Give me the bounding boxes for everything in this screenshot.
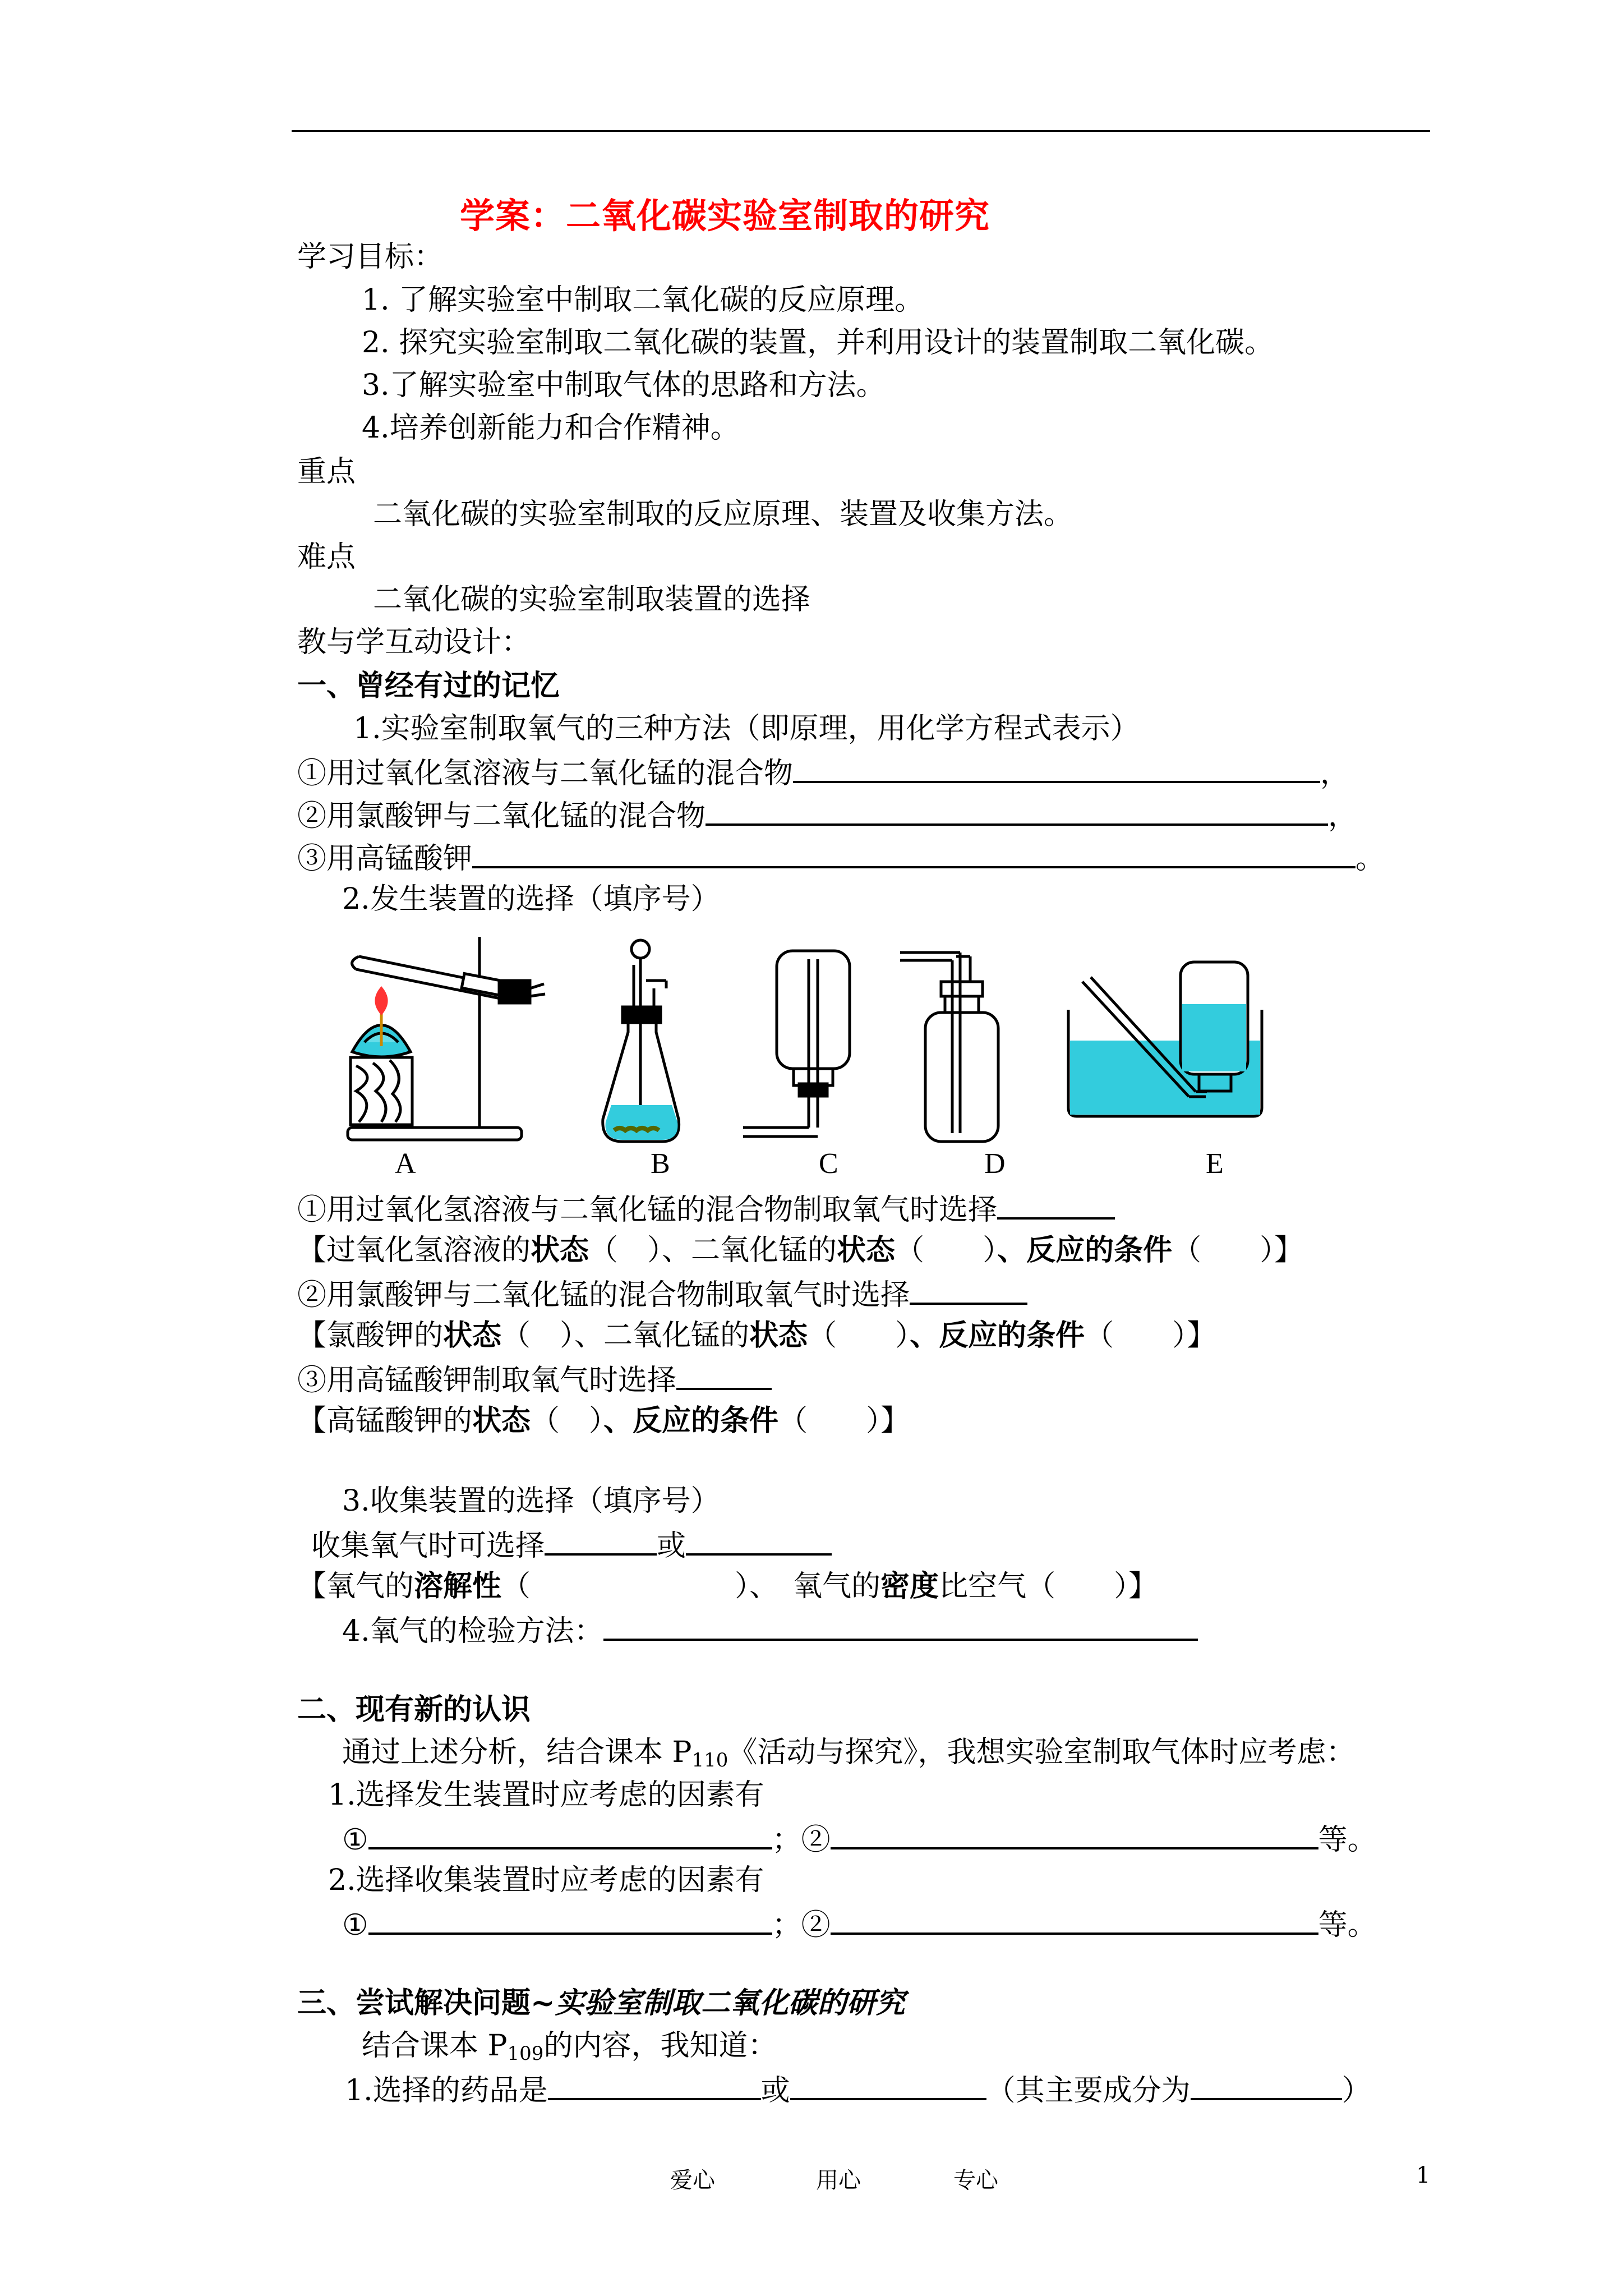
etc-text: 等。 (1318, 1823, 1377, 1857)
apparatus-a (348, 937, 545, 1140)
drug-text: 1.选择的药品是 (345, 2074, 548, 2108)
bracket-text: （ ） (895, 1234, 998, 1267)
section3-intro (362, 2027, 777, 2072)
bracket-text: 【高锰酸钾的 (297, 1404, 473, 1438)
objective-item: 4.培养创新能力和合作精神。 (362, 411, 740, 445)
answer-blank[interactable] (706, 795, 1328, 826)
difficulty-label: 难点 (297, 540, 356, 574)
bracket-text: 【氧气的 (297, 1570, 414, 1603)
bracket-text: 比空气（ ）】 (939, 1570, 1158, 1603)
circle-num: ；② (772, 1823, 831, 1857)
key-point-label: 重点 (297, 455, 356, 489)
answer-blank[interactable] (368, 1819, 772, 1849)
bracket-keyword: 、反应的条件 (603, 1404, 779, 1438)
bracket-keyword: 、反应的条件 (910, 1318, 1085, 1352)
bracket-text: （ ）】 (1172, 1234, 1304, 1267)
answer-blank[interactable] (686, 1525, 832, 1556)
difficulty-text: 二氧化碳的实验室制取装置的选择 (373, 583, 811, 616)
selection-row (297, 1360, 772, 1399)
answer-blank[interactable] (790, 2070, 986, 2100)
collect-or: 或 (657, 1529, 686, 1563)
heading-text: 三、尝试解决问题~ (297, 1986, 555, 2020)
bracket-keyword: 状态 (749, 1318, 808, 1352)
apparatus-label-c: C (819, 1148, 838, 1180)
footer-left: 爱心 (670, 2168, 715, 2193)
answer-blank[interactable] (676, 1360, 772, 1390)
collect-text: 收集氧气时可选择 (311, 1529, 545, 1563)
selection-row (297, 1189, 1115, 1228)
drug-or: 或 (760, 2074, 790, 2108)
method-text: ②用氯酸钾与二氧化锰的混合物 (297, 799, 706, 833)
page-number: 1 (1416, 2162, 1431, 2188)
method-text: ③用高锰酸钾 (297, 842, 473, 876)
method-text: ①用过氧化氢溶液与二氧化锰的混合物 (297, 757, 794, 790)
header-rule (292, 130, 1430, 132)
design-heading: 教与学互动设计： (297, 625, 531, 659)
intro-text: 的内容，我知道： (543, 2029, 777, 2063)
bracket-text: （ ）、二氧化锰的 (501, 1319, 750, 1352)
bracket-row (297, 1317, 1216, 1354)
section2-intro (342, 1734, 1355, 1779)
intro-text: 《活动与探究》，我想实验室制取气体时应考虑： (728, 1736, 1355, 1769)
page-subscript: 110 (691, 1749, 728, 1772)
bracket-row (297, 1402, 910, 1439)
selection-text: ③用高锰酸钾制取氧气时选择 (297, 1364, 677, 1397)
answer-blank[interactable] (910, 1274, 1027, 1305)
answer-blank[interactable] (548, 2070, 761, 2100)
key-point-text: 二氧化碳的实验室制取的反应原理、装置及收集方法。 (373, 498, 1073, 531)
section1-heading: 一、曾经有过的记忆 (297, 669, 560, 703)
answer-blank[interactable] (472, 838, 1355, 868)
factor-row (342, 1904, 1377, 1944)
bracket-keyword: 、反应的条件 (997, 1233, 1173, 1267)
punct: 。 (1355, 842, 1385, 876)
answer-blank[interactable] (368, 1904, 772, 1935)
punct: ， (1320, 757, 1350, 790)
answer-blank[interactable] (831, 1904, 1318, 1935)
circle-num: ① (342, 1908, 368, 1942)
section2-heading: 二、现有新的认识 (297, 1692, 531, 1727)
bracket-keyword: 状态 (472, 1404, 531, 1438)
page-subscript: 109 (507, 2042, 544, 2065)
factor-row (342, 1819, 1377, 1858)
drug-close: ） (1341, 2074, 1371, 2108)
heading-italic: 实验室制取二氧化碳的研究 (555, 1986, 905, 2020)
bracket-keyword: 溶解性 (414, 1569, 502, 1603)
objectives-heading: 学习目标： (297, 240, 444, 274)
bracket-text: 【过氧化氢溶液的 (297, 1234, 531, 1267)
drug-row (345, 2070, 1371, 2109)
circle-num: ① (342, 1823, 368, 1857)
apparatus-figure (336, 926, 1346, 1206)
apparatus-label-a: A (395, 1148, 416, 1180)
answer-blank[interactable] (831, 1819, 1318, 1849)
bracket-text: （ ） (531, 1404, 604, 1438)
footer-right: 专心 (953, 2168, 998, 2193)
answer-blank[interactable] (1191, 2070, 1342, 2100)
test-row (342, 1611, 1198, 1650)
bracket-text: （ ）、二氧化锰的 (589, 1234, 837, 1267)
factor-heading: 2.选择收集装置时应考虑的因素有 (328, 1864, 764, 1897)
apparatus-c (743, 951, 850, 1137)
bracket-text: 【氯酸钾的 (297, 1319, 444, 1352)
apparatus-label-e: E (1206, 1148, 1224, 1180)
selection-row (297, 1274, 1027, 1314)
apparatus-label-b: B (651, 1148, 670, 1180)
bracket-text: （ ）、 氧气的 (501, 1570, 881, 1603)
etc-text: 等。 (1318, 1908, 1377, 1942)
apparatus-e (1068, 962, 1262, 1116)
bracket-row (297, 1568, 1158, 1605)
apparatus-b (603, 940, 679, 1142)
circle-num: ；② (772, 1908, 831, 1942)
method-row (297, 838, 1385, 877)
section3-heading (297, 1985, 905, 2022)
objective-item: 1. 了解实验室中制取二氧化碳的反应原理。 (362, 283, 924, 317)
answer-blank[interactable] (793, 753, 1320, 783)
bracket-row (297, 1232, 1303, 1269)
page-title: 学案：二氧化碳实验室制取的研究 (460, 195, 990, 236)
bracket-text: （ ） (808, 1319, 910, 1352)
factor-heading: 1.选择发生装置时应考虑的因素有 (328, 1778, 764, 1812)
section1-q3: 3.收集装置的选择（填序号） (342, 1484, 720, 1518)
answer-blank[interactable] (545, 1525, 657, 1556)
bracket-keyword: 状态 (443, 1318, 502, 1352)
bracket-keyword: 状态 (531, 1233, 589, 1267)
selection-text: ②用氯酸钾与二氧化锰的混合物制取氧气时选择 (297, 1278, 910, 1312)
apparatus-d (900, 953, 998, 1142)
bracket-text: （ ）】 (778, 1404, 910, 1438)
objective-item: 2. 探究实验室制取二氧化碳的装置，并利用设计的装置制取二氧化碳。 (362, 326, 1274, 360)
objective-item: 3.了解实验室中制取气体的思路和方法。 (362, 369, 886, 402)
answer-blank[interactable] (997, 1189, 1115, 1220)
section1-q2: 2.发生装置的选择（填序号） (342, 882, 720, 916)
apparatus-label-d: D (984, 1148, 1006, 1180)
punct: ， (1328, 799, 1358, 833)
method-row (297, 753, 1349, 792)
drug-paren: （其主要成分为 (986, 2074, 1191, 2108)
section1-q1: 1.实验室制取氧气的三种方法（即原理，用化学方程式表示） (353, 712, 1140, 746)
intro-text: 结合课本 P (362, 2029, 508, 2063)
method-row (297, 795, 1357, 835)
footer-mid: 用心 (816, 2168, 861, 2193)
answer-blank[interactable] (603, 1611, 1198, 1641)
bracket-keyword: 状态 (837, 1233, 896, 1267)
collect-row (311, 1525, 832, 1565)
bracket-text: （ ）】 (1085, 1319, 1216, 1352)
bracket-keyword: 密度 (880, 1569, 939, 1603)
test-text: 4.氧气的检验方法： (342, 1614, 603, 1648)
selection-text: ①用过氧化氢溶液与二氧化锰的混合物制取氧气时选择 (297, 1193, 998, 1227)
intro-text: 通过上述分析，结合课本 P (342, 1736, 692, 1769)
